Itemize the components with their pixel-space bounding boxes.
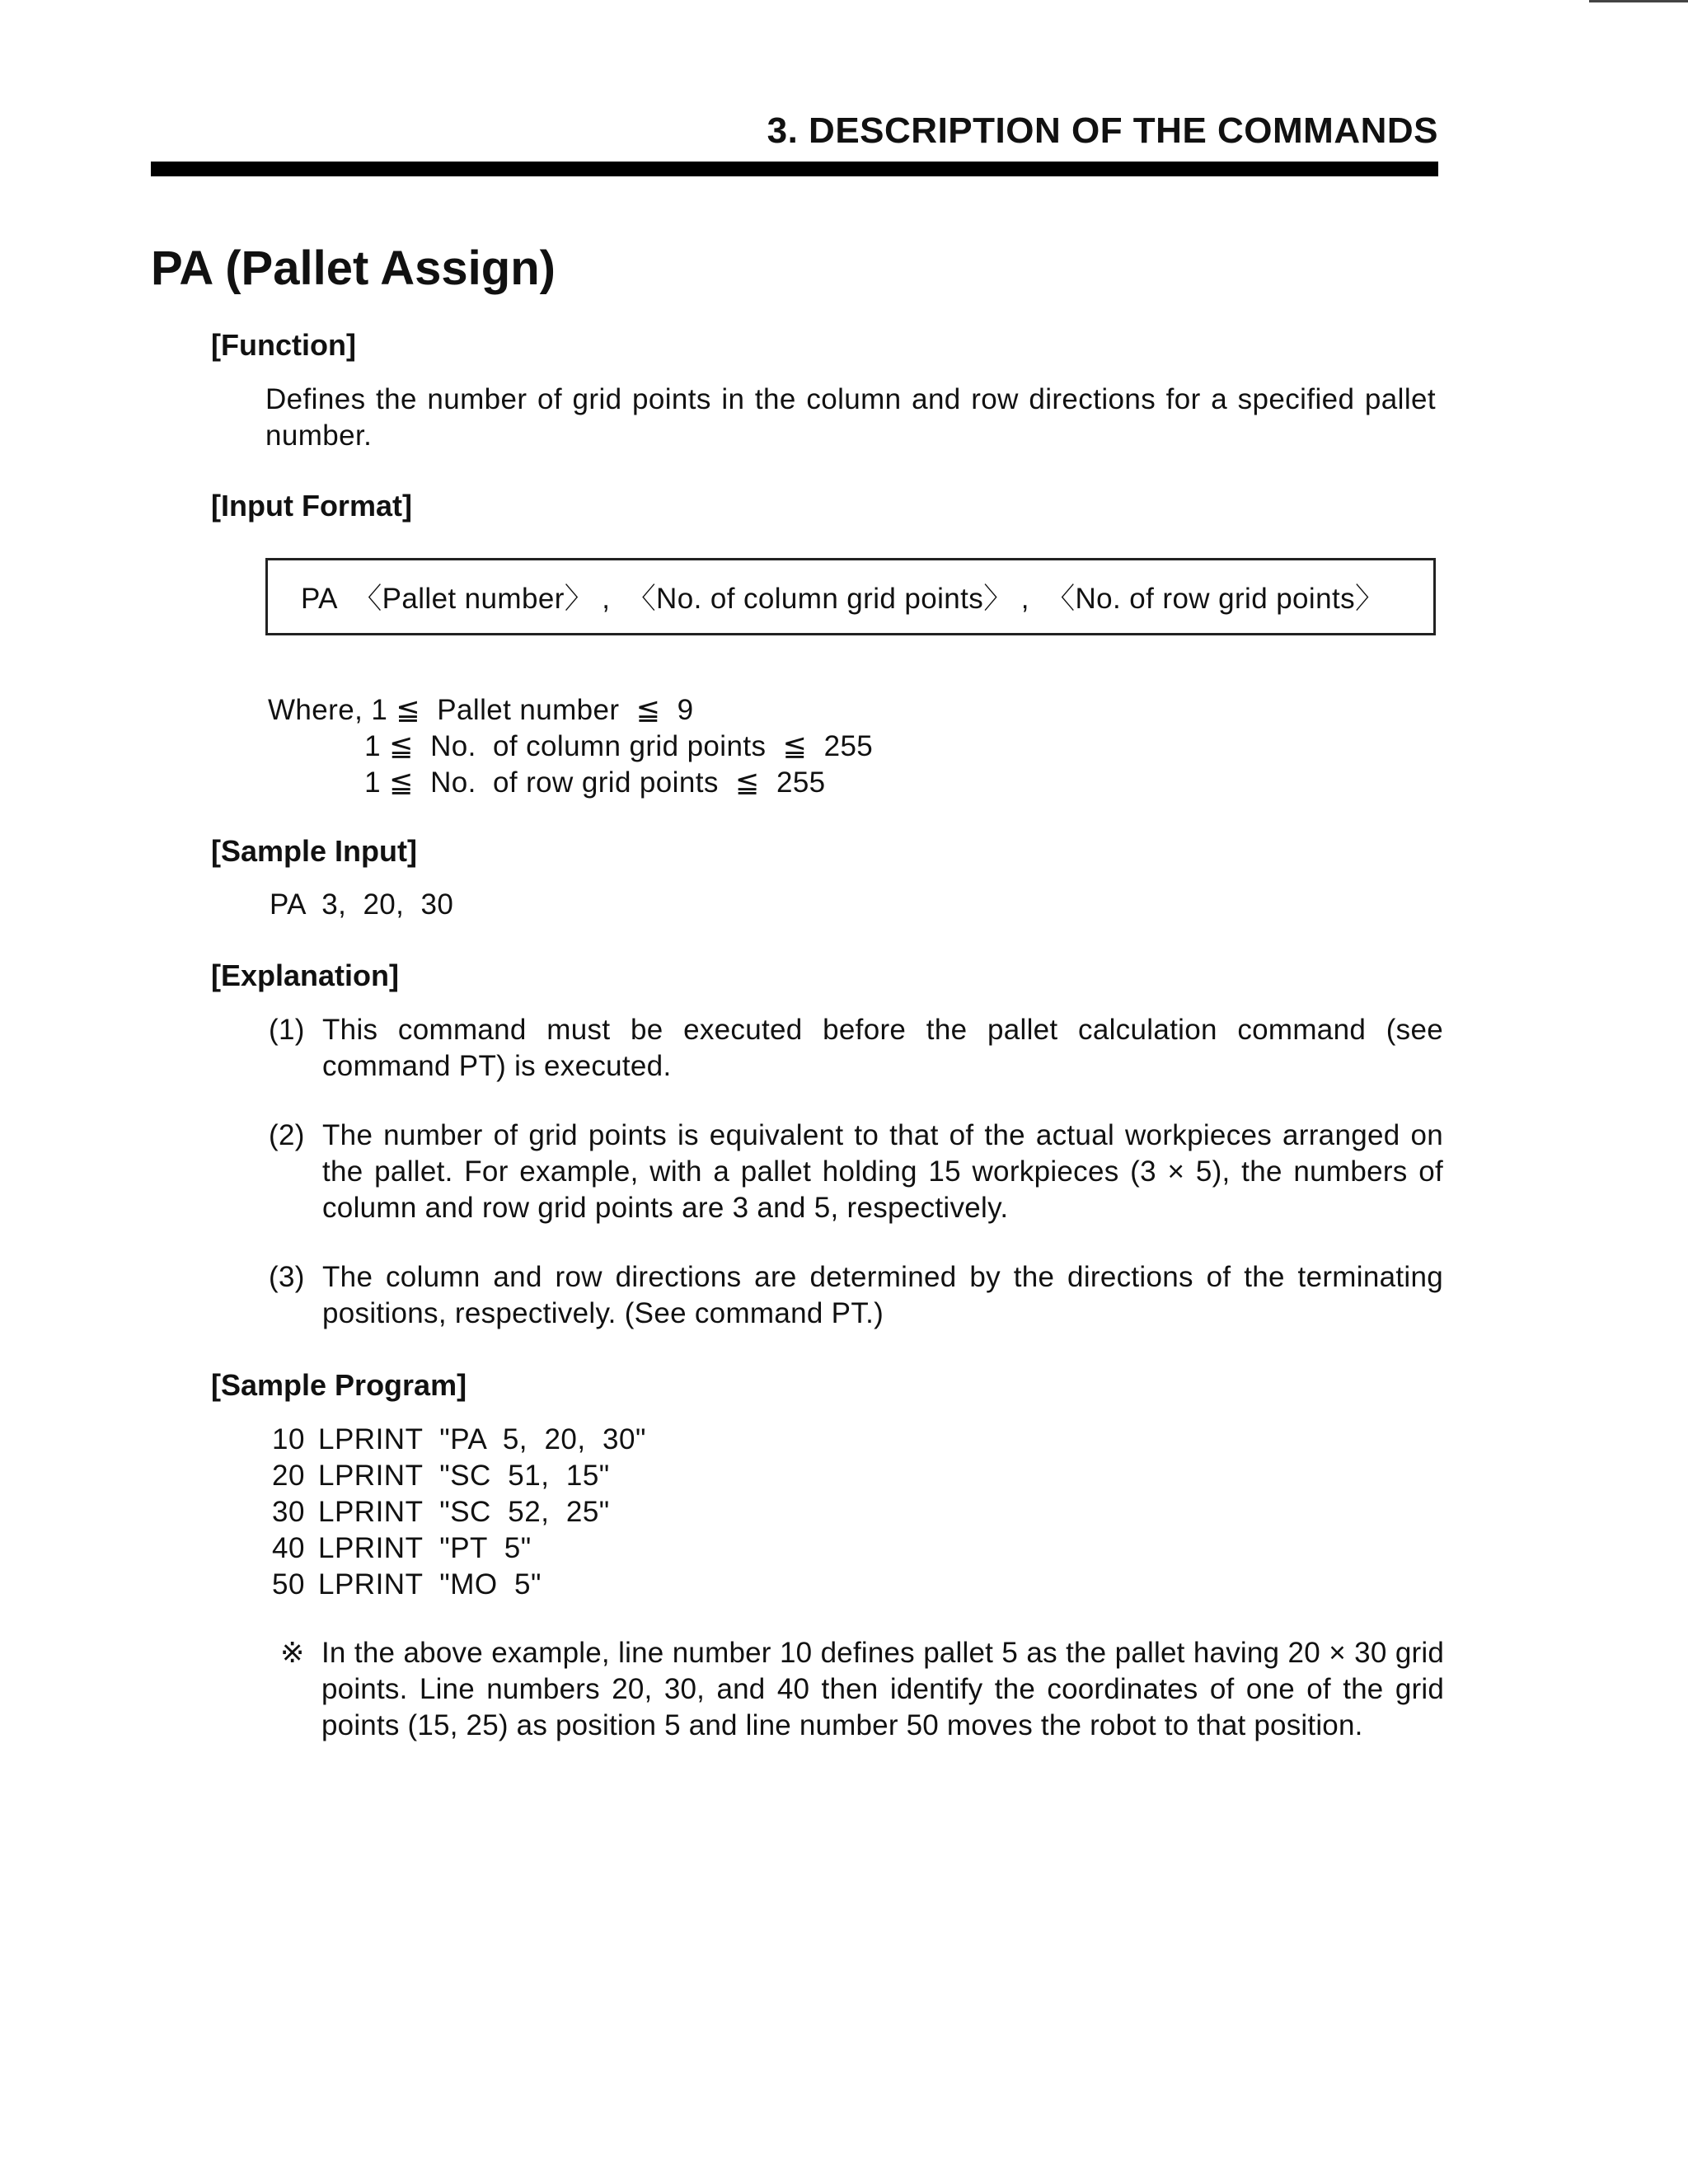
range-lead: Where, 1 xyxy=(268,694,388,726)
range-row xyxy=(268,729,873,765)
input-format-box xyxy=(265,558,1436,635)
code-line xyxy=(272,1494,646,1530)
line-number: 10 xyxy=(272,1423,305,1455)
program-note xyxy=(280,1635,1444,1744)
sample-program-heading: [Sample Program] xyxy=(211,1368,467,1402)
explanation-heading: [Explanation] xyxy=(211,958,400,992)
code-line xyxy=(272,1422,646,1458)
sample-input-heading: [Sample Input] xyxy=(211,834,417,868)
line-number: 40 xyxy=(272,1532,305,1564)
range-text: ≦ No. of row grid points ≦ 255 xyxy=(381,766,826,799)
item-text: The column and row directions are determined by the directions of the terminating positions, respectively. (See command PT.) xyxy=(322,1261,1443,1329)
sample-program-code xyxy=(272,1422,646,1603)
item-number: (3) xyxy=(269,1261,305,1293)
line-number: 50 xyxy=(272,1568,305,1601)
range-text: ≦ No. of column grid points ≦ 255 xyxy=(381,730,874,762)
sample-input-text: PA 3, 20, 30 xyxy=(270,888,454,921)
range-text: ≦ Pallet number ≦ 9 xyxy=(387,694,694,726)
code-line xyxy=(272,1567,646,1603)
explanation-item xyxy=(269,1012,1443,1085)
line-number: 30 xyxy=(272,1496,305,1528)
line-number: 20 xyxy=(272,1460,305,1492)
item-text: This command must be executed before the pallet calculation command (see command PT) is executed. xyxy=(322,1014,1443,1082)
line-code: LPRINT "MO 5" xyxy=(318,1568,542,1601)
line-code: LPRINT "SC 52, 25" xyxy=(318,1496,610,1528)
item-text: The number of grid points is equivalent to that of the actual workpieces arranged on the pallet. For example, with a pallet holding 15 workpieces (3 × 5), the numbers of column and row grid points are 3 and 5, respectively. xyxy=(322,1119,1443,1224)
explanation-item xyxy=(269,1118,1443,1226)
corner-rule xyxy=(1589,0,1688,2)
range-lead: 1 xyxy=(364,766,381,799)
line-code: LPRINT "PT 5" xyxy=(318,1532,532,1564)
code-line xyxy=(272,1530,646,1567)
note-mark: ※ xyxy=(280,1637,305,1669)
line-code: LPRINT "PA 5, 20, 30" xyxy=(318,1423,646,1455)
explanation-item xyxy=(269,1259,1443,1332)
item-number: (2) xyxy=(269,1119,305,1151)
line-code: LPRINT "SC 51, 15" xyxy=(318,1460,610,1492)
header-rule xyxy=(151,162,1438,176)
function-text: Defines the number of grid points in the column and row directions for a specified pallet number. xyxy=(265,383,1436,452)
input-format-heading: [Input Format] xyxy=(211,489,412,523)
chapter-title: 3. DESCRIPTION OF THE COMMANDS xyxy=(767,110,1438,151)
range-lead: 1 xyxy=(364,730,381,762)
page-title: PA (Pallet Assign) xyxy=(151,241,556,295)
function-heading: [Function] xyxy=(211,328,356,362)
item-number: (1) xyxy=(269,1014,305,1046)
range-row xyxy=(268,765,873,801)
input-format-syntax: PA 〈Pallet number〉 , 〈No. of column grid points〉 , 〈No. of row grid points〉 xyxy=(301,583,1385,615)
range-row xyxy=(268,692,873,729)
note-text: In the above example, line number 10 defines pallet 5 as the pallet having 20 × 30 grid points. Line numbers 20, 30, and 40 then identify the coordinates of one of the grid points (15, 25) as position 5 and line number 50 moves the robot to that position. xyxy=(321,1637,1444,1741)
code-line xyxy=(272,1458,646,1494)
parameter-ranges xyxy=(268,692,873,801)
